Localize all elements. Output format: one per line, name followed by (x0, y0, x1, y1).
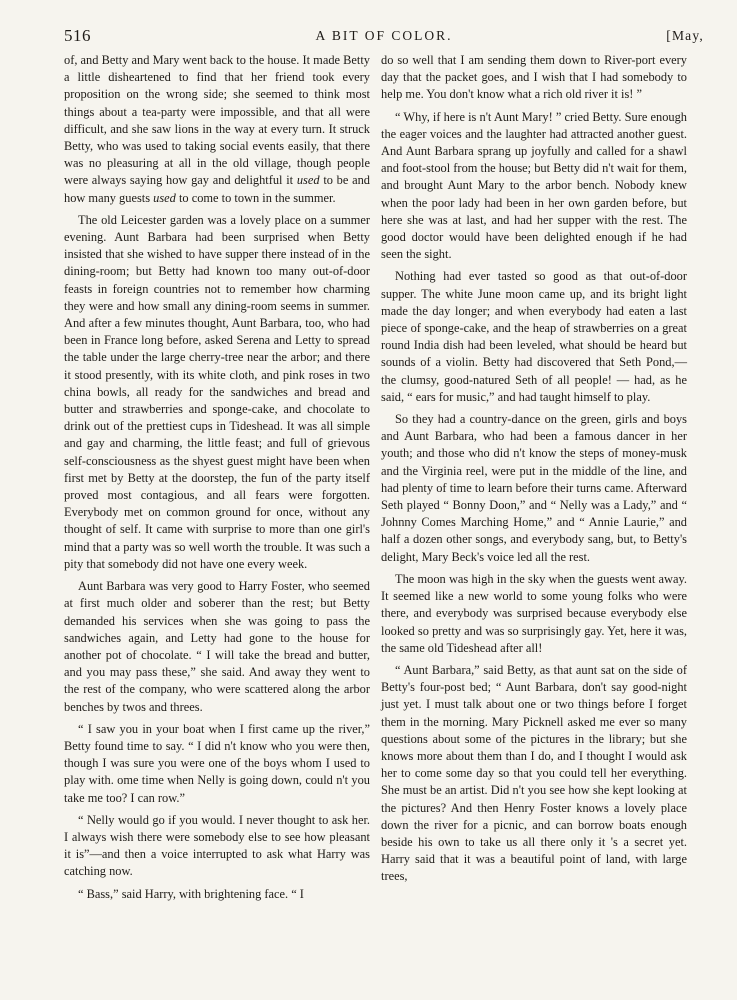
left-paragraph-4: “ I saw you in your boat when I first came up the river,” Betty found time to say. “ I did n't know who you were then, though I was sure you were one of the boys whom I used to play with. ome time when Nelly is going down, could n't you take me too? I can row.” (64, 721, 370, 805)
right-paragraph-3: Nothing had ever tasted so good as that out-of-door supper. The white June moon came up, and its bright light made the day longer; and when everybody had eaten a last piece of sponge-cake, and the heap of strawberries on a great round India dish had been leveled, what should be heard but sounds of a violin. Betty had discovered that Seth Pond,— the clumsy, good-natured Seth of all people! — had, as he said, “ ears for music,” and had taught himself to play. (381, 269, 687, 404)
emphasis-used: used (296, 173, 320, 188)
left-paragraph-3: Aunt Barbara was very good to Harry Foster, who seemed at first much older and soberer than the rest; but Betty demanded his services when she was going to pass the sandwiches again, and Letty had gone to the house for another pot of chocolate. “ I will take the bread and butter, and you may pass these,” she said. And away they went to the rest of the company, who were scattered along the arbor benches by twos and threes. (64, 579, 370, 714)
left-paragraph-1: of, and Betty and Mary went back to the house. It made Betty a little disheartened to find that her friend took every proposition on the wrong side; she seemed to think most things about a tea-party were impossible, and that all were difficult, and she saw lions in the way at every turn. It struck Betty, who was used to taking social events easily, that there was no pleasuring at all in the old village, though people were always saying how gay and delightful it used to be and how many guests used to come to town in the summer. (64, 53, 370, 205)
right-paragraph-5: The moon was high in the sky when the guests went away. It seemed like a new world to some young folks who were there, and everybody was surprised because everybody else looked so pretty and was so surprisingly gay. Yet, here it was, the same old Tideshead after all! (381, 571, 687, 655)
page-number: 516 (64, 26, 91, 45)
left-paragraph-2: The old Leicester garden was a lovely place on a summer evening. Aunt Barbara had been surprised when Betty insisted that she wished to have supper there instead of in the dining-room; but Betty had known too many out-of-door feasts in foreign countries not to remember how charming they were and how small any dining-room seems in summer. And after a few minutes thought, Aunt Barbara, too, who had been in France long before, asked Serena and Letty to spread the table under the large cherry-tree near the arbor; and there it stood presently, with its white cloth, and pink roses in two china bowls, all ready for the sandwiches and bread and butter and strawberries and sponge-cake, and chocolate to drink out of the prettiest cups in Tideshead. It was all simple and gay and charming, the little feast; and full of grievous self-consciousness as the shyest guest might have been when first met by Betty at the doorstep, the fun of the party itself proved most contagious, and all fears were forgotten. Everybody met on common ground for once, without any thought of self. It came with surprise to more than one girl's mind that a party was so well worth the trouble. It was such a pity that somebody did not have one every week. (64, 212, 370, 571)
left-paragraph-6: “ Bass,” said Harry, with brightening face. “ I (78, 886, 304, 901)
left-paragraph-5: “ Nelly would go if you would. I never thought to ask her. I always wish there were somebody else to see how pleasant it is”—and then a voice interrupted to ask what Harry was catching now. (64, 812, 370, 879)
right-paragraph-2: “ Why, if here is n't Aunt Mary! ” cried Betty. Sure enough the eager voices and the laughter had attracted another guest. And Aunt Barbara sprang up joyfully and called for a shawl and foot-stool from the house; but Betty did n't wait for them, and brought Aunt Mary to the arbor bench. Nobody knew when the poor lady had been in her own garden before, but here she was at last, and had her supper with the rest. The good doctor would have been delighted enough if he had seen the sight. (381, 109, 687, 262)
right-paragraph-1: do so well that I am sending them down to River-port every day that the packet goes, and I wish that I had somebody to help me. You don't know what a rich old river it is! ” (381, 53, 687, 102)
issue-month: [May, (666, 28, 704, 43)
running-title: A BIT OF COLOR. (315, 28, 453, 43)
right-column (381, 52, 687, 886)
left-column (64, 52, 370, 903)
page-header (64, 26, 704, 50)
right-paragraph-4: So they had a country-dance on the green, girls and boys and Aunt Barbara, who had been a famous dancer in her youth; and those who did n't know the steps of money-musk and the Virginia reel, were put in the middle of the line, and had plenty of time to learn before their turns came. Afterward Seth played “ Bonny Doon,” and “ Nelly was a Lady,” and “ Johnny Comes Marching Home,” and “ Annie Laurie,” and half a dozen other songs, and everybody sang, but, to Betty's delight, Mary Beck's voice led all the rest. (381, 412, 687, 564)
right-paragraph-6: “ Aunt Barbara,” said Betty, as that aunt sat on the side of Betty's four-post bed; “ Aunt Barbara, don't say good-night just yet. I must talk about one or two things before I forget them in the morning. Mary Picknell asked me ever so many questions about some of the pictures in the library; but she knows more about them than I do, and I thought I would ask her to come some day so that you could tell her everything. She must be an artist. Did n't you see how she kept looking at the pictures? And then Henry Foster knows a lovely place down the river for a picnic, and can borrow boats enough beside his own to take us all there only it 's a secret yet. Harry said that it was a beautiful point of land, with large trees, (381, 662, 687, 884)
emphasis-used: used (153, 190, 176, 205)
